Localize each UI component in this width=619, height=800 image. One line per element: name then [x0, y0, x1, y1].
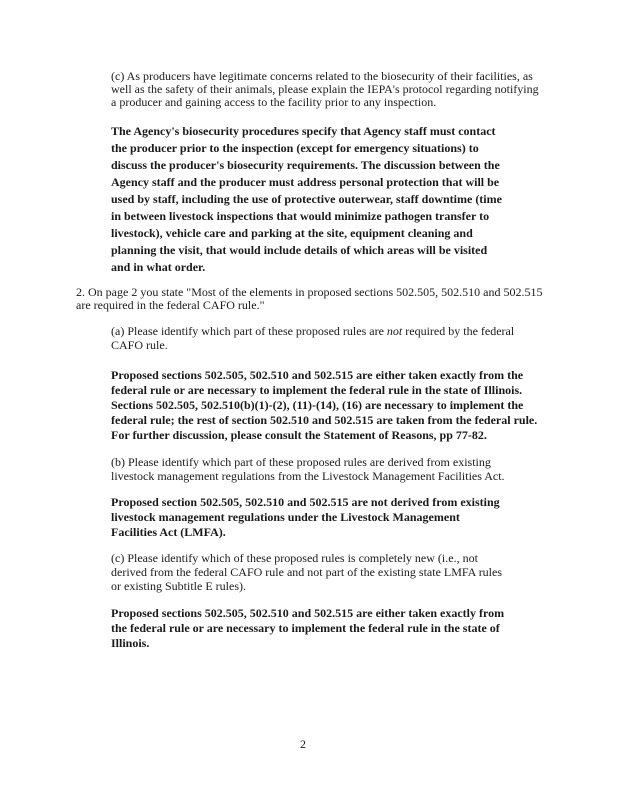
question-2a-line-2: CAFO rule. — [111, 338, 168, 352]
question-2-line-2: are required in the federal CAFO rule." — [76, 298, 265, 312]
question-2b-line-2: livestock management regulations from the Livestock Management Facilities Act. — [111, 469, 505, 483]
answer-2c-line-1: Proposed sections 502.505, 502.510 and 502.515 are either taken exactly from — [111, 606, 505, 620]
question-1c-line-3: a producer and gaining access to the facility prior to any inspection. — [111, 95, 437, 109]
answer-2b-line-1: Proposed section 502.505, 502.510 and 502.515 are not derived from existing — [111, 495, 500, 509]
question-2c-line-2: derived from the federal CAFO rule and not part of the existing state LMFA rules — [111, 565, 503, 579]
answer-2b-line-2: livestock management regulations under the Livestock Management — [111, 510, 460, 524]
answer-1c-line-3: discuss the producer's biosecurity requirements. The discussion between the — [111, 158, 500, 172]
answer-1c-line-6: in between livestock inspections that would minimize pathogen transfer to — [111, 209, 490, 223]
answer-2c-line-3: Illinois. — [111, 636, 150, 650]
answer-2a-line-1: Proposed sections 502.505, 502.510 and 502.515 are either taken exactly from the — [111, 368, 524, 382]
answer-1c-line-9: and in what order. — [111, 260, 206, 274]
page-number: 2 — [300, 737, 306, 751]
question-2c-line-1: (c) Please identify which of these proposed rules is completely new (i.e., not — [111, 551, 478, 565]
answer-1c-line-5: used by staff, including the use of protective outerwear, staff downtime (time — [111, 192, 502, 206]
question-2-line-1: 2. On page 2 you state "Most of the elements in proposed sections 502.505, 502.510 and 502.515 — [76, 285, 543, 299]
question-1c-line-2: well as the safety of their animals, please explain the IEPA's protocol regarding notifying — [111, 82, 539, 96]
question-2b-line-1: (b) Please identify which part of these proposed rules are derived from existing — [111, 455, 491, 469]
answer-1c-line-7: livestock), vehicle care and parking at the site, equipment cleaning and — [111, 226, 473, 240]
answer-1c-line-4: Agency staff and the producer must address personal protection that will be — [111, 175, 500, 189]
question-2a-line-1: (a) Please identify which part of these proposed rules are not required by the federal — [111, 324, 515, 338]
answer-1c-line-2: the producer prior to the inspection (except for emergency situations) to — [111, 141, 479, 155]
emphasis-not: not — [386, 324, 403, 338]
answer-2b-line-3: Facilities Act (LMFA). — [111, 525, 226, 539]
answer-1c-line-1: The Agency's biosecurity procedures specify that Agency staff must contact — [111, 124, 496, 138]
answer-2a-line-3: Sections 502.505, 502.510(b)(1)-(2), (11)-(14), (16) are necessary to implement the — [111, 398, 524, 412]
answer-2c-line-2: the federal rule or are necessary to implement the federal rule in the state of — [111, 621, 500, 635]
answer-1c-line-8: planning the visit, that would include details of which areas will be visited — [111, 243, 488, 257]
answer-2a-line-2: federal rule or are necessary to implement the federal rule in the state of Illinois. — [111, 383, 523, 397]
answer-2a-line-4: federal rule; the rest of section 502.510 and 502.515 are taken from the federal rule. — [111, 413, 538, 427]
question-2c-line-3: or existing Subtitle E rules). — [111, 579, 246, 593]
answer-2a-line-5: For further discussion, please consult the Statement of Reasons, pp 77-82. — [111, 428, 487, 442]
question-1c-line-1: (c) As producers have legitimate concerns related to the biosecurity of their facilities, as — [111, 69, 533, 83]
